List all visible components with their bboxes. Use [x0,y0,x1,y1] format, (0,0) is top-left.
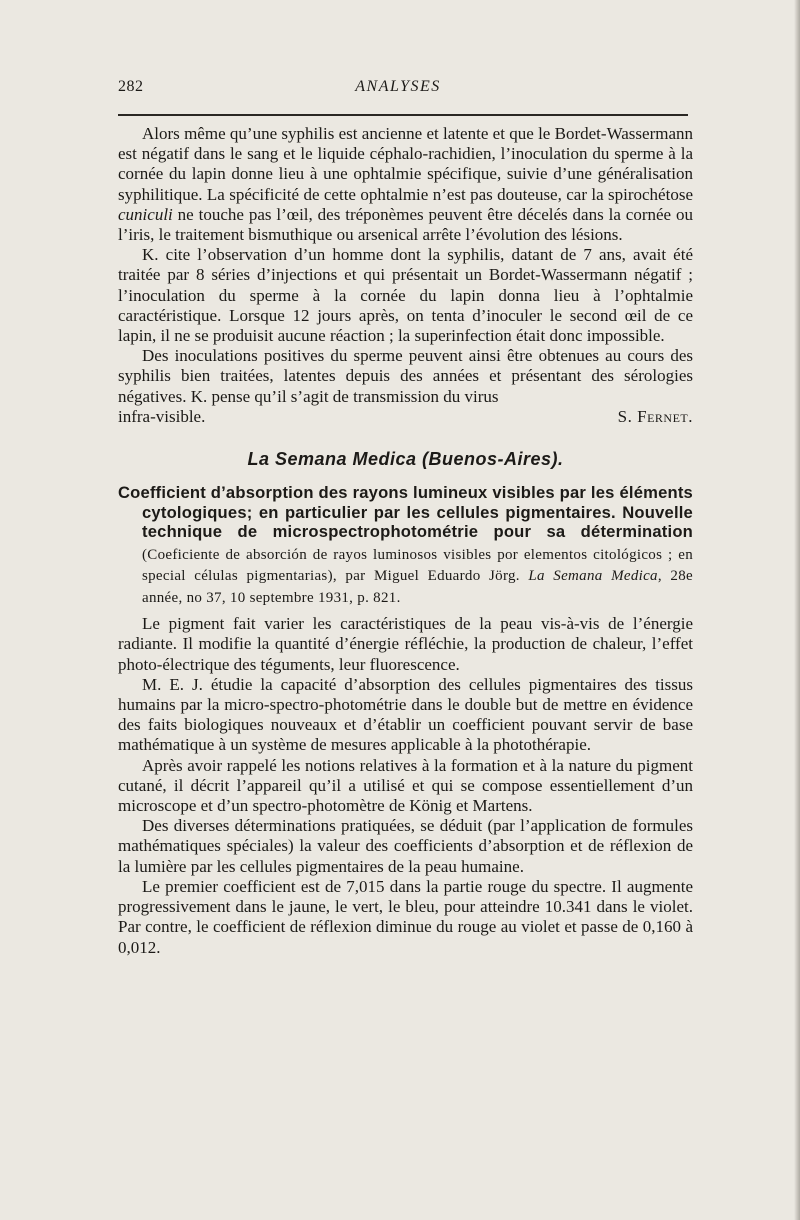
header-rule [118,114,688,116]
article-reference-tail: , 28e année, no 37, 10 septembre 1931, p. 821. [142,568,693,606]
paragraph: Des diverses déterminations pratiquées, se déduit (par l’application de formules mathématiques spéciales) la valeur des coefficients d’absorption et de réflexion de la lumière par les cellules pigmentaires de la peau humaine. [118,816,693,876]
paragraph: K. cite l’observation d’un homme dont la syphilis, datant de 7 ans, avait été traitée par 8 séries d’injections et qui présentait un Bordet-Wassermann négatif ; l’inoculation du sperme à la cornée du lapin donna lieu à l’ophtalmie caractéristique. Lorsque 12 jours après, on tenta d’inoculer le second œil de ce lapin, il ne se produisit aucune réaction ; la superinfection était donc impossible. [118,245,693,346]
signature-line [118,407,693,427]
paragraph: M. E. J. étudie la capacité d’absorption des cellules pigmentaires des tissus humains par la micro-spectro-photométrie dans le double but de mettre en évidence des faits biologiques nouveaux et d’établir un coefficient pouvant servir de base mathématique à un système de mesures applicable à la photothérapie. [118,674,693,755]
running-head [118,78,678,104]
article-citation [118,483,693,608]
paragraph: Des inoculations positives du sperme peuvent ainsi être obtenues au cours des syphilis bien traitées, latentes depuis des années et présentant des sérologies négatives. K. pense qu’il s’agit de transmission du virus [118,346,693,406]
first-article [118,124,693,427]
article-reference: (Coeficiente de absorción de rayos luminosos visibles por elementos citológicos ; en special células pigmentarias), par Miguel Eduardo Jörg. [142,546,693,585]
page-body [118,124,693,958]
paragraph-end: infra-visible. [118,406,206,426]
page-edge-shadow [794,0,800,1220]
section-title: ANALYSES [355,78,441,95]
page-number: 282 [118,78,144,95]
paragraph: Le pigment fait varier les caractéristiques de la peau vis-à-vis de l’énergie radiante. Il modifie la quantité d’énergie réfléchie, la production de chaleur, l’effet photo-électrique des téguments, leur fluorescence. [118,614,693,674]
latin-term: cuniculi [118,204,173,224]
journal-name: La Semana Medica [528,568,658,585]
second-article [118,483,693,957]
journal-heading: La Semana Medica (Buenos-Aires). [247,449,564,470]
paragraph: Alors même qu’une syphilis est ancienne et latente et que le Bordet-Wassermann est négatif dans le sang et le liquide céphalo-rachidien, l’inoculation du sperme à la cornée du lapin donne lieu à une ophtalmie spécifique, suivie d’une généralisation syphilitique. La spécificité de cette ophtalmie n’est pas douteuse, car la spirochétose cuniculi ne touche pas l’œil, des tréponèmes peuvent être décelés dans la cornée ou l’iris, le traitement bismuthique ou arsenical arrête l’évolution des lésions. [118,124,693,245]
paragraph: Le premier coefficient est de 7,015 dans la partie rouge du spectre. Il augmente progressivement dans le jaune, le vert, le bleu, pour atteindre 10.341 dans le violet. Par contre, le coefficient de réflexion diminue du rouge au violet et passe de 0,160 à 0,012. [118,876,693,957]
article-title: Coefficient d’absorption des rayons lumineux visibles par les éléments cytologiques; en particulier par les cellules pigmentaires. Nouvelle technique de microspectrophotométrie pour sa détermination [118,483,693,542]
paragraph: Après avoir rappelé les notions relatives à la formation et à la nature du pigment cutané, il décrit l’appareil qu’il a utilisé et qui se compose essentiellement d’un microscope et d’un spectro-photomètre de König et Martens. [118,755,693,816]
author-signature: S. Fernet. [617,406,693,426]
